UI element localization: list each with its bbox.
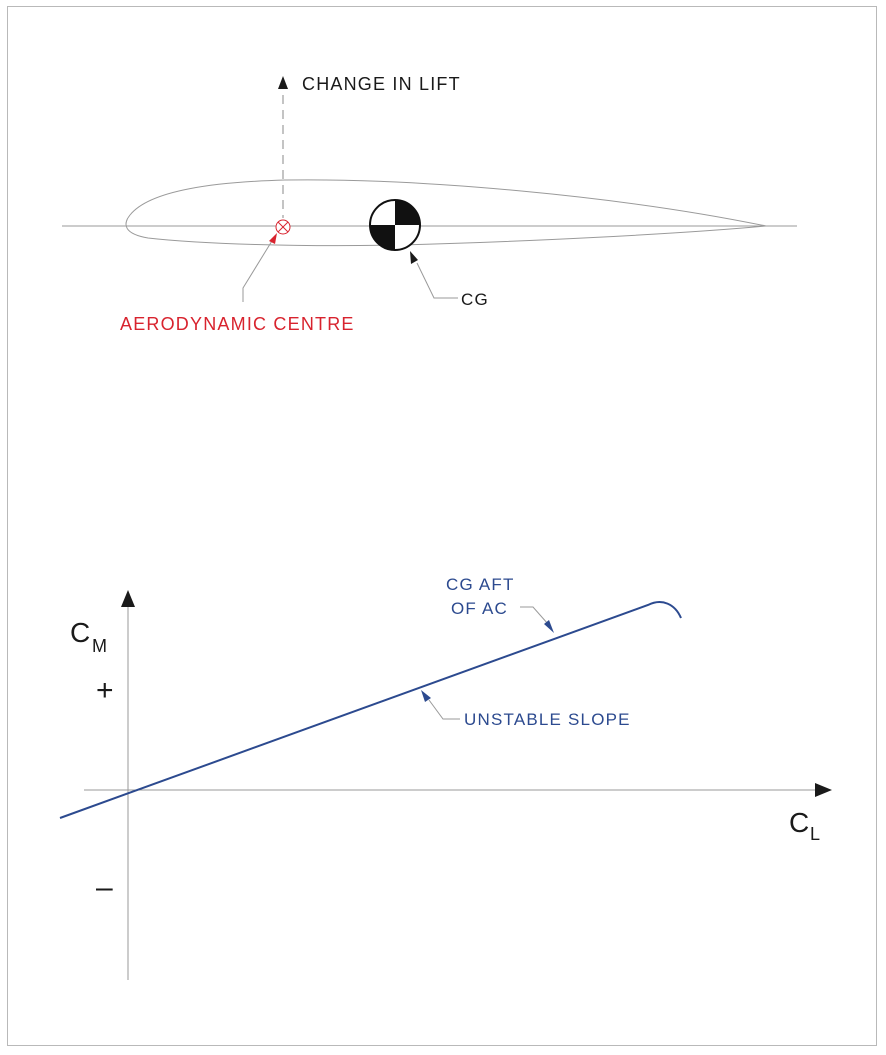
lift-arrowhead [278, 76, 288, 89]
airfoil-outline [126, 180, 766, 246]
y-axis-label: C [70, 617, 91, 648]
slope-leader-line [429, 700, 460, 719]
moment-graph [60, 575, 832, 980]
cg-label: CG [461, 290, 489, 309]
unstable-slope-label: UNSTABLE SLOPE [464, 710, 631, 729]
x-axis-label: C [789, 807, 810, 838]
aerodynamic-centre-marker [276, 220, 290, 234]
airfoil-section [62, 74, 797, 334]
cg-leader-line [417, 263, 458, 298]
cg-marker-icon [370, 200, 420, 250]
lift-label: CHANGE IN LIFT [302, 74, 461, 94]
x-axis-subscript: L [810, 824, 821, 844]
ac-leader-arrowhead [269, 233, 277, 244]
cg-aft-note-line1: CG AFT [446, 575, 515, 594]
y-axis-arrowhead [121, 590, 135, 607]
cg-leader-arrowhead [410, 251, 418, 264]
x-axis-arrowhead [815, 783, 832, 797]
cg-aft-note-line2: OF AC [451, 599, 509, 618]
minus-sign: – [96, 871, 113, 904]
aerodynamic-centre-label: AERODYNAMIC CENTRE [120, 314, 355, 334]
y-axis-subscript: M [92, 636, 107, 656]
cg-aft-arrowhead [544, 620, 554, 633]
cg-aft-leader-line [520, 607, 548, 624]
ac-leader-line [243, 236, 275, 302]
plus-sign: + [96, 674, 114, 707]
